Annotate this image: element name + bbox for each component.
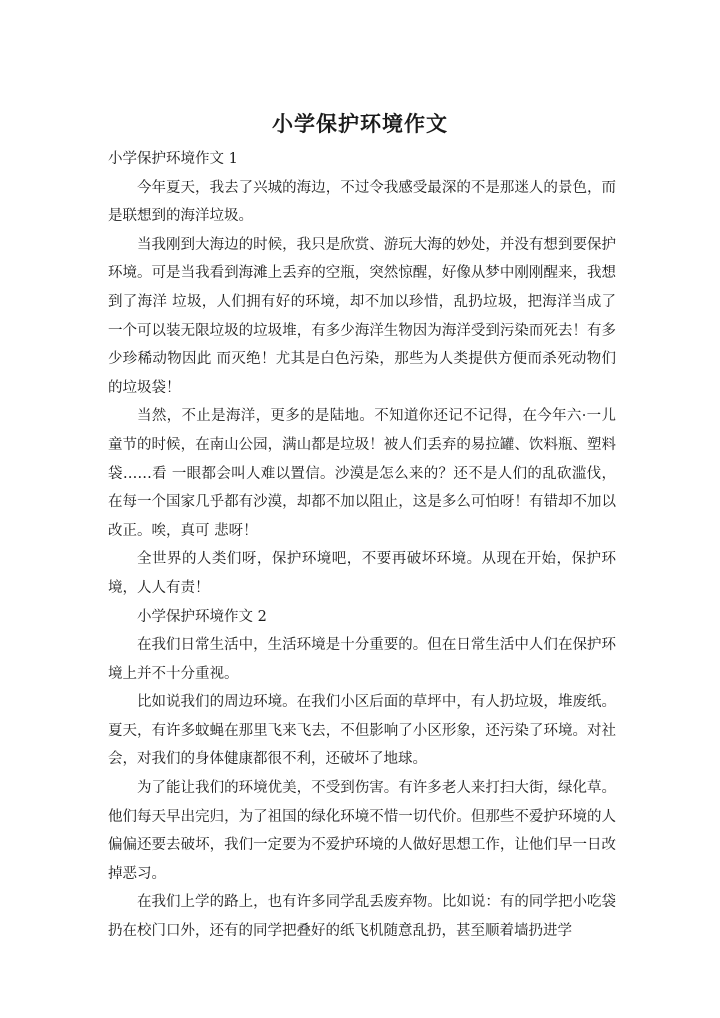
paragraph: 全世界的人类们呀，保护环境吧，不要再破坏环境。从现在开始，保护环境，人人有责！ [108,551,616,596]
paragraph: 为了能让我们的环境优美，不受到伤害。有许多老人来打扫大街，绿化草。他们每天早出完归，为了祖国的绿化环境不惜一切代价。但那些不爱护环境的人偏偏还要去破坏，我们一定要为不爱护环境的人做好思想工作，让他们早一日改掉恶习。 [108,780,616,882]
paragraph: 比如说我们的周边环境。在我们小区后面的草坪中，有人扔垃圾，堆废纸。夏天，有许多蚊蝇在那里飞来飞去，不但影响了小区形象，还污染了环境。对社会，对我们的身体健康都很不利，还破坏了地球。 [108,694,616,768]
paragraph: 当然，不止是海洋，更多的是陆地。不知道你还记不记得，在今年六·一儿童节的时候，在南山公园，满山都是垃圾！被人们丢弃的易拉罐、饮料瓶、塑料袋……看 一眼都会叫人难以置信。沙漠是怎么来的？还不是人们的乱砍滥伐，在每一个国家几乎都有沙漠，却都不加以阻止，这是多么可怕呀！有错却不加以改正。唉，真可 悲呀！ [108,408,616,539]
section-heading: 小学保护环境作文 1 [108,151,238,167]
paragraph: 今年夏天，我去了兴城的海边，不过令我感受最深的不是那迷人的景色，而是联想到的海洋垃圾。 [108,179,616,225]
paragraph: 在我们上学的路上，也有许多同学乱丢废弃物。比如说：有的同学把小吃袋扔在校门口外，还有的同学把叠好的纸飞机随意乱扔，甚至顺着墙扔进学 [108,894,616,940]
section-heading: 小学保护环境作文 2 [137,608,267,625]
essay-section-1 [108,145,616,603]
paragraph: 当我刚到大海边的时候，我只是欣赏、游玩大海的妙处，并没有想到要保护环境。可是当我看到海滩上丢弃的空瓶，突然惊醒，好像从梦中刚刚醒来，我想到了海洋 垃圾，人们拥有好的环境，却不加以珍惜，乱扔垃圾，把海洋当成了一个可以装无限垃圾的垃圾堆，有多少海洋生物因为海洋受到污染而死去！有多少珍稀动物因此 而灭绝！尤其是白色污染，那些为人类提供方便而杀死动物们的垃圾袋！ [108,236,616,396]
document-body [108,145,616,946]
document-title: 小学保护环境作文 [272,112,448,136]
paragraph: 在我们日常生活中，生活环境是十分重要的。但在日常生活中人们在保护环境上并不十分重视。 [108,637,616,682]
essay-section-2 [108,603,616,946]
